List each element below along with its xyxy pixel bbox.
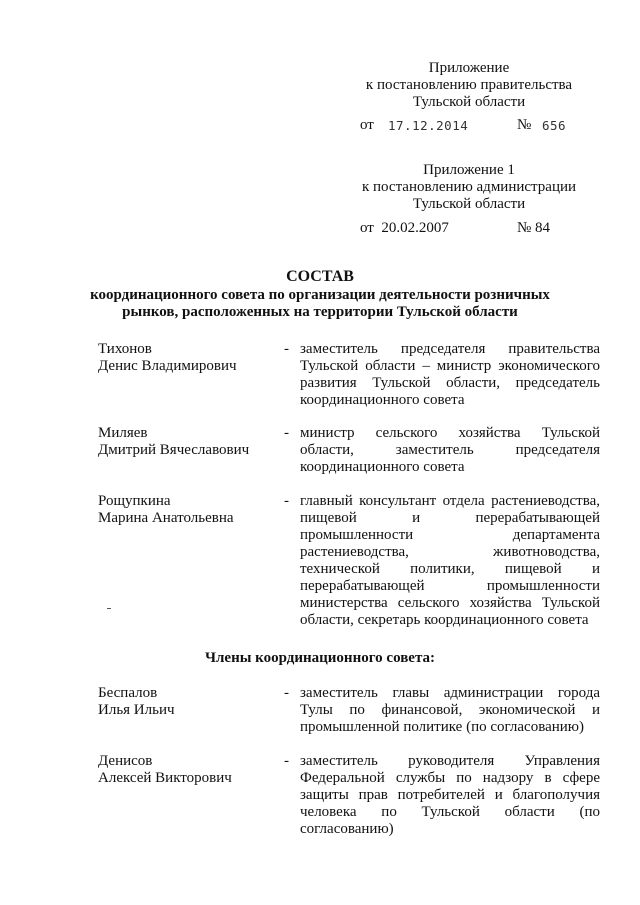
given-name: Денис Владимирович [98,358,237,374]
number-value: 656 [542,118,567,133]
given-name: Марина Анатольевна [98,510,234,526]
appendix-region: Тульской области [412,196,526,212]
title-line-2: рынков, расположенных на территории Тульской области [122,304,518,320]
dash-separator: - [284,753,289,769]
role-description: заместитель председателя правительства Тульской области – министр экономического развития Тульской области, председатель координационного совета [300,341,600,408]
dash-separator: - [284,425,289,441]
surname: Денисов [98,753,153,769]
role-description: заместитель руководителя Управления Федеральной службы по надзору в сфере защиты прав потребителей и благополучия человека по Тульской области (по согласованию) [300,753,600,837]
date-label: от [360,117,374,133]
dash-separator: - [284,493,289,509]
appendix-region: Тульской области [412,94,526,110]
date-text: от 20.02.2007 [360,220,449,236]
appendix-date-line-previous [360,220,551,237]
surname: Рощупкина [98,493,171,509]
person-name [98,685,283,719]
appendix-reference: к постановлению администрации [361,179,577,195]
dash-separator: - [284,341,289,357]
date-value: 17.12.2014 [388,118,469,133]
appendix-title: Приложение 1 [423,162,515,178]
person-name [98,425,283,459]
surname: Миляев [98,425,148,441]
surname: Беспалов [98,685,158,701]
appendix-reference: к постановлению правительства [365,77,573,93]
appendix-date-line-current [360,117,567,134]
given-name: Алексей Викторович [98,770,232,786]
number-text: № 84 [517,220,551,236]
role-description: заместитель главы администрации города Тулы по финансовой, экономической и промышленной политике (по согласованию) [300,685,600,735]
person-name [98,341,283,375]
appendix-title: Приложение [428,60,510,76]
number-label: № [517,117,532,133]
role-description: министр сельского хозяйства Тульской области, заместитель председателя координационного совета [300,425,600,475]
document-title [0,268,640,321]
person-name [98,753,283,787]
surname: Тихонов [98,341,152,357]
title-line-1: координационного совета по организации деятельности розничных [90,287,550,303]
scan-speck [107,608,111,609]
given-name: Илья Ильич [98,702,175,718]
person-name [98,493,283,527]
title-heading: СОСТАВ [286,268,354,285]
appendix-header-current [340,60,598,111]
members-heading: Члены координационного совета: [205,650,435,666]
appendix-header-previous [340,162,598,213]
dash-separator: - [284,685,289,701]
role-description: главный консультант отдела растениеводства, пищевой и перерабатывающей промышленности департамента растениеводства, животноводства, технической политики, пищевой и перерабатывающей промышленности министерства сельского хозяйства Тульской области, секретарь координационного совета [300,493,600,628]
given-name: Дмитрий Вячеславович [98,442,250,458]
